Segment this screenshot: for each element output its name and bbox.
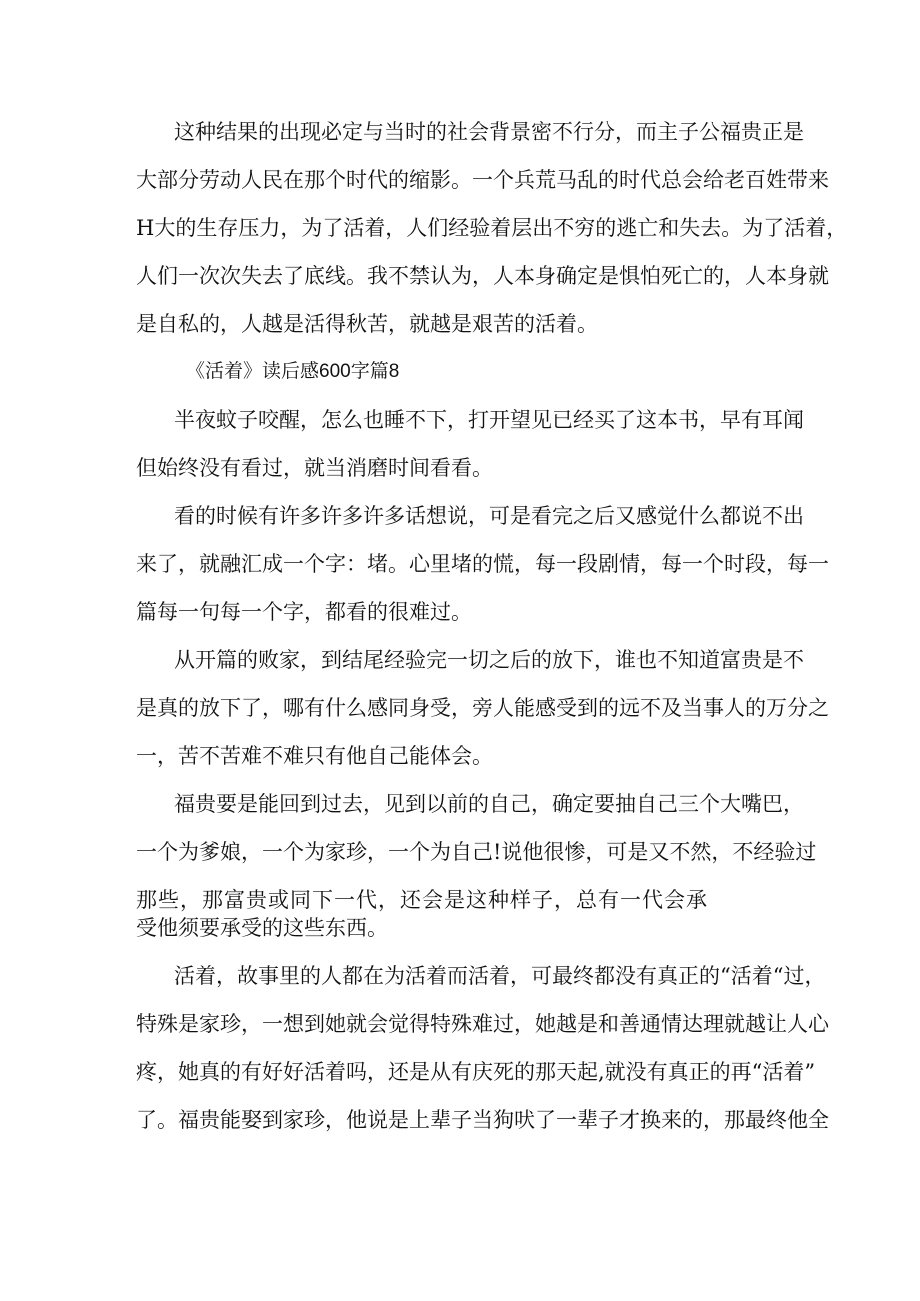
paragraph-line: 那些，那富贵或同下一代，还会是这种样子，总有一代会承 <box>136 888 708 912</box>
paragraph-line: 活着，故事里的人都在为活着而活着，可最终都没有真正的“活着“过， <box>174 964 826 988</box>
paragraph-line: 但始终没有看过，就当消磨时间看看。 <box>136 456 493 480</box>
paragraph-line: 特殊是家珍，一想到她就会觉得特殊难过，她越是和善通情达理就越让人心 <box>136 1012 829 1036</box>
paragraph-line: 福贵要是能回到过去，见到以前的自己，确定要抽自己三个大嘴巴， <box>174 792 804 816</box>
paragraph-line: 是真的放下了，哪有什么感同身受，旁人能感受到的远不及当事人的万分之 <box>136 696 829 720</box>
paragraph-line: 来了，就融汇成一个字：堵。心里堵的慌，每一段剧情，每一个时段，每一 <box>136 552 829 576</box>
paragraph-line: 一个为爹娘，一个为家珍，一个为自己!说他很惨，可是又不然，不经验过 <box>136 840 817 864</box>
paragraph-line: 是自私的，人越是活得秋苦，就越是艰苦的活着。 <box>136 312 598 336</box>
paragraph-line: 受他须要承受的这些东西。 <box>136 916 388 940</box>
paragraph-line: 大部分劳动人民在那个时代的缩影。一个兵荒马乱的时代总会给老百姓带来 <box>136 168 829 192</box>
paragraph-line: H大的生存压力，为了活着，人们经验着层出不穷的逃亡和失去。为了活着， <box>136 216 848 240</box>
section-heading: 《活着》读后感600字篇8 <box>186 361 400 382</box>
paragraph-line: 一，苦不苦难不难只有他自己能体会。 <box>136 744 493 768</box>
paragraph-line: 从开篇的败家，到结尾经验完一切之后的放下，谁也不知道富贵是不 <box>174 648 804 672</box>
paragraph-line: 这种结果的出现必定与当时的社会背景密不行分，而主子公福贵正是 <box>174 120 804 144</box>
paragraph-line: 疼，她真的有好好活着吗，还是从有庆死的那天起,就没有真正的再“活着” <box>136 1060 816 1084</box>
paragraph-line: 了。福贵能娶到家珍，他说是上辈子当狗吠了一辈子才换来的，那最终他全 <box>136 1108 829 1132</box>
paragraph-line: 看的时候有许多许多许多话想说，可是看完之后又感觉什么都说不出 <box>174 504 804 528</box>
paragraph-line: 篇每一句每一个字，都看的很难过。 <box>136 600 472 624</box>
paragraph-line: 人们一次次失去了底线。我不禁认为，人本身确定是惧怕死亡的，人本身就 <box>136 264 829 288</box>
paragraph-line: 半夜蚊子咬醒，怎么也睡不下，打开望见已经买了这本书，早有耳闻 <box>174 408 804 432</box>
